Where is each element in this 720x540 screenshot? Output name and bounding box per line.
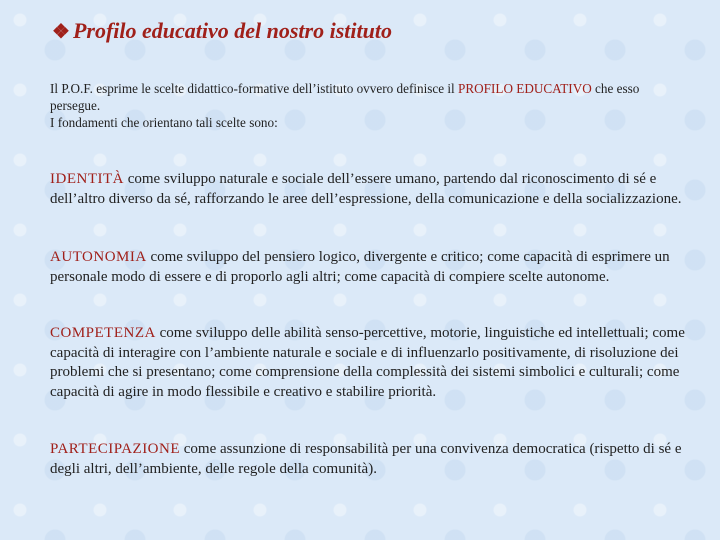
section-keyword: IDENTITÀ xyxy=(50,171,124,187)
intro-highlight: PROFILO EDUCATIVO xyxy=(458,81,592,96)
section-text: come sviluppo del pensiero logico, divergente e critico; come capacità di esprimere un personale modo di essere e di proporlo agli altri; come capacità di compiere scelte autonome. xyxy=(50,249,670,285)
section-keyword: AUTONOMIA xyxy=(50,249,147,265)
section-keyword: PARTECIPAZIONE xyxy=(50,441,181,457)
intro-line1-end: che esso persegue. xyxy=(50,81,640,113)
section-identita xyxy=(50,170,690,209)
intro-line1: Il P.O.F. esprime le scelte didattico-formative dell’istituto ovvero definisce il xyxy=(50,81,455,96)
section-autonomia xyxy=(50,248,690,287)
section-keyword: COMPETENZA xyxy=(50,325,156,341)
section-partecipazione xyxy=(50,440,690,479)
section-text: come sviluppo naturale e sociale dell’essere umano, partendo dal riconoscimento di sé e dell’altro diverso da sé, rafforzando le aree dell’espressione, della comunicazione e della socializzazione. xyxy=(50,171,682,207)
section-competenza xyxy=(50,324,690,402)
page-title xyxy=(52,18,392,44)
intro-paragraph xyxy=(50,80,690,131)
section-text: come assunzione di responsabilità per una convivenza democratica (rispetto di sé e degli altri, dell’ambiente, delle regole della comunità). xyxy=(50,441,682,477)
section-text: come sviluppo delle abilità senso-percettive, motorie, linguistiche ed intellettuali; come capacità di interagire con l’ambiente naturale e sociale e di influenzarlo positivamente, di risoluzione dei problemi che si presentano; come comprensione della complessità dei sistemi simbolici e culturali; come capacità di agire in modo flessibile e creativo e stabilire priorità. xyxy=(50,325,685,400)
diamond-bullet-icon: ❖ xyxy=(52,20,70,43)
page-title-text: Profilo educativo del nostro istituto xyxy=(72,18,392,43)
intro-line2: I fondamenti che orientano tali scelte sono: xyxy=(50,115,278,130)
